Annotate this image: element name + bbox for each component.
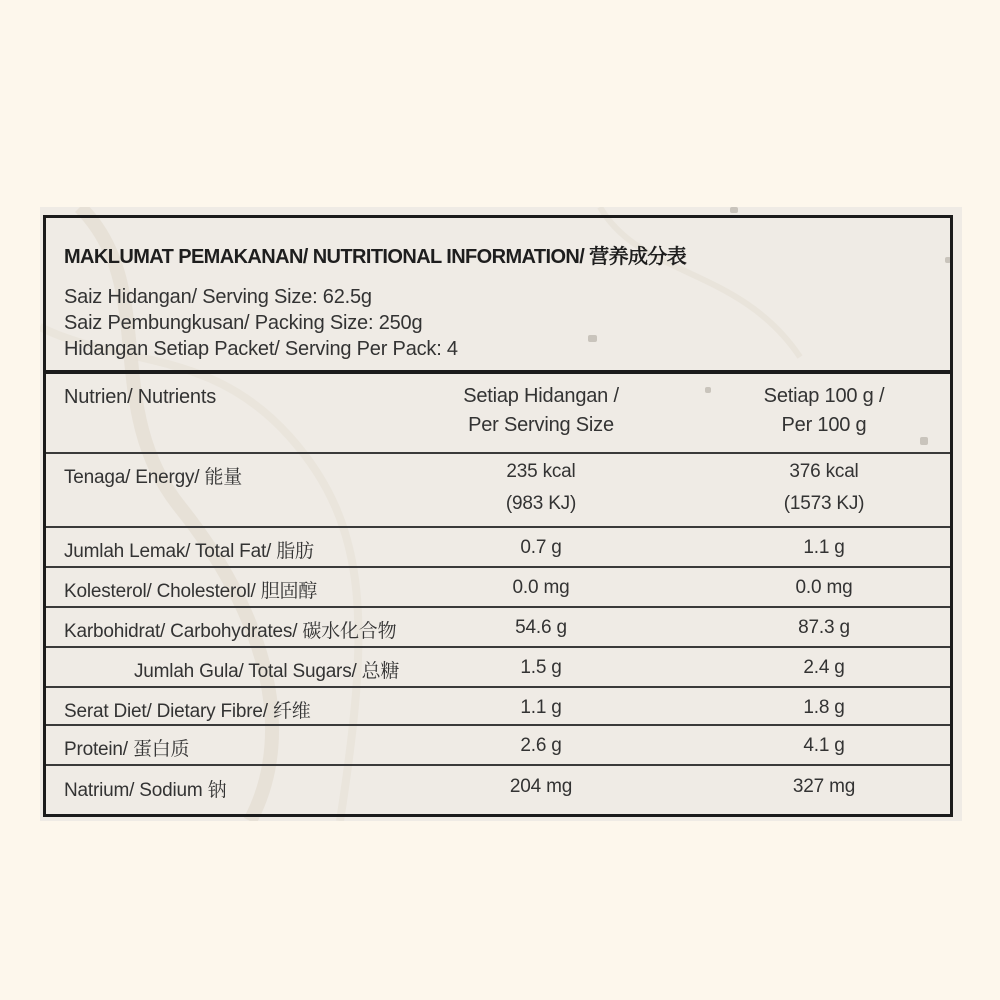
nutrient-label: Jumlah Lemak/ Total Fat/ 脂肪	[64, 541, 314, 562]
nutrient-label-energy: Tenaga/ Energy/ 能量	[64, 467, 243, 488]
per-serving-value: 0.0 mg	[512, 577, 570, 598]
serving-size: Saiz Hidangan/ Serving Size: 62.5g	[64, 286, 372, 308]
per-100g-value: 327 mg	[792, 776, 856, 797]
per-serving-value: 204 mg	[509, 776, 573, 797]
nutrient-label: Protein/ 蛋白质	[64, 739, 190, 760]
label-title: MAKLUMAT PEMAKANAN/ NUTRITIONAL INFORMATION/ 营养成分表	[64, 246, 687, 268]
per-serving-value: 0.7 g	[520, 537, 562, 558]
nutrient-label: Jumlah Gula/ Total Sugars/ 总糖	[134, 661, 400, 682]
energy-per-100g	[784, 456, 865, 520]
table-row	[46, 528, 950, 568]
per-100g-value: 2.4 g	[803, 657, 845, 678]
per-serving-value: 54.6 g	[515, 617, 567, 638]
per-serving-value: 1.1 g	[520, 697, 562, 718]
per-serving-value: 1.5 g	[520, 657, 562, 678]
table-row	[46, 648, 950, 688]
nutrition-facts-panel	[43, 215, 953, 817]
packing-size: Saiz Pembungkusan/ Packing Size: 250g	[64, 312, 423, 334]
table-row	[46, 766, 950, 814]
table-header-row	[46, 374, 950, 454]
per-100g-value: 4.1 g	[803, 735, 845, 756]
nutrient-label: Kolesterol/ Cholesterol/ 胆固醇	[64, 581, 318, 602]
table-row-energy	[46, 454, 950, 528]
table-row	[46, 726, 950, 766]
per-100g-value: 87.3 g	[798, 617, 850, 638]
table-row	[46, 568, 950, 608]
column-header-per-100g	[764, 382, 885, 440]
per-100g-value: 1.8 g	[803, 697, 845, 718]
column-header-per-serving-line1: Setiap Hidangan /	[463, 385, 619, 407]
per-100g-value: 1.1 g	[803, 537, 845, 558]
table-row	[46, 608, 950, 648]
nutrient-label: Karbohidrat/ Carbohydrates/ 碳水化合物	[64, 621, 397, 642]
per-serving-value: 2.6 g	[520, 735, 562, 756]
energy-per-100g-kj: (1573 KJ)	[783, 493, 865, 514]
nutrition-label-card	[40, 207, 962, 821]
nutrient-label: Natrium/ Sodium 钠	[64, 780, 227, 801]
energy-per-100g-kcal: 376 kcal	[789, 461, 859, 482]
energy-per-serving	[506, 456, 576, 520]
background-speck	[730, 207, 738, 213]
column-header-per-serving-line2: Per Serving Size	[468, 414, 614, 436]
column-header-per-100g-line2: Per 100 g	[781, 414, 867, 436]
energy-per-serving-kj: (983 KJ)	[505, 493, 577, 514]
column-header-nutrients: Nutrien/ Nutrients	[64, 386, 217, 408]
per-100g-value: 0.0 mg	[795, 577, 853, 598]
label-header	[46, 218, 950, 374]
column-header-per-100g-line1: Setiap 100 g /	[763, 385, 885, 407]
servings-per-pack: Hidangan Setiap Packet/ Serving Per Pack: 4	[64, 338, 458, 360]
column-header-per-serving	[463, 382, 619, 440]
nutrient-label: Serat Diet/ Dietary Fibre/ 纤维	[64, 701, 311, 722]
table-row	[46, 688, 950, 726]
energy-per-serving-kcal: 235 kcal	[506, 461, 576, 482]
